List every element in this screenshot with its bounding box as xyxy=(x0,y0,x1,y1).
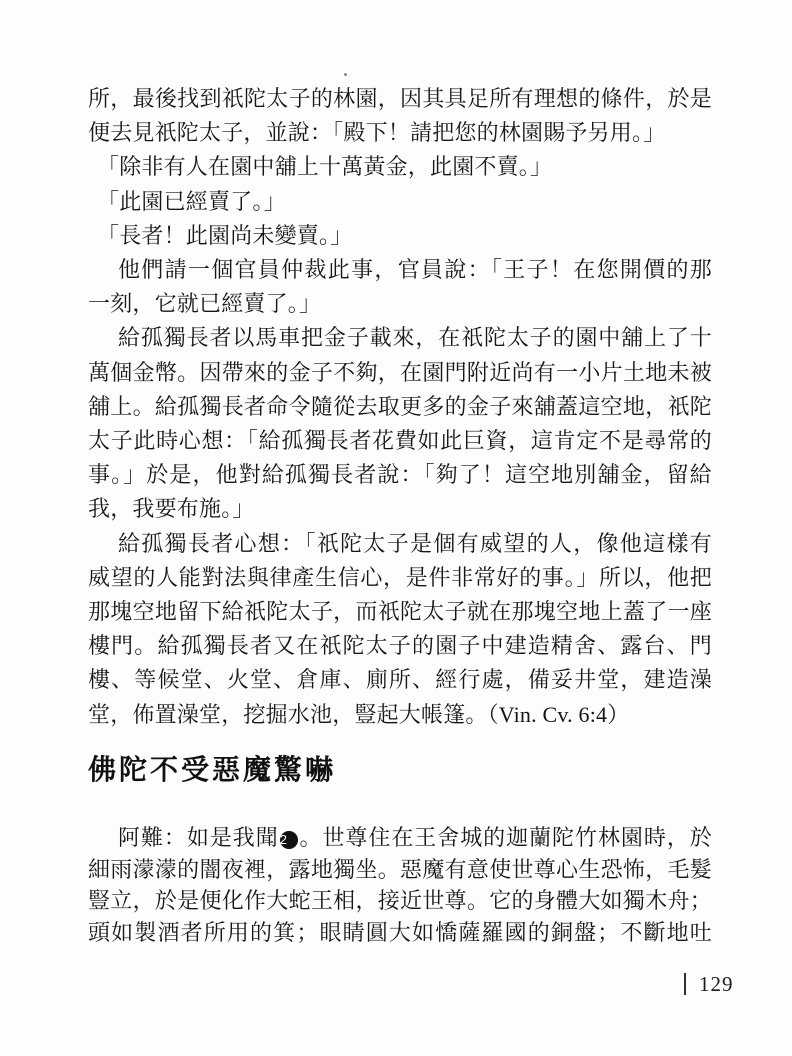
text-segment: 。世尊住在王舍城的迦蘭陀竹林園時，於 xyxy=(298,825,712,850)
text-segment: 阿難：如是我聞 xyxy=(118,825,279,850)
text-line: 頭如製酒者所用的箕；眼睛圓大如憍薩羅國的銅盤；不斷地吐 xyxy=(88,919,712,945)
footnote-marker-icon: 2 xyxy=(280,831,298,849)
text-line: 給孤獨長者以馬車把金子載來，在祇陀太子的園中舖上了十 xyxy=(118,325,712,351)
body-text-block xyxy=(88,82,712,732)
text-line: 給孤獨長者心想：「祇陀太子是個有威望的人，像他這樣有 xyxy=(118,530,712,556)
text-line: 細雨濛濛的闇夜裡，露地獨坐。惡魔有意使世尊心生恐怖，毛髮 xyxy=(88,856,712,882)
text-line: 所，最後找到祇陀太子的林園，因其具足所有理想的條件，於是 xyxy=(88,86,712,111)
text-line: 豎立，於是便化作大蛇王相，接近世尊。它的身體大如獨木舟； xyxy=(88,888,712,914)
page-number: 129 xyxy=(699,971,734,996)
text-line: 萬個金幣。因帶來的金子不夠，在園門附近尚有一小片土地未被 xyxy=(88,359,712,385)
text-line-with-footnote xyxy=(88,822,712,854)
text-line: 事。」於是，他對給孤獨長者說：「夠了！這空地別舖金，留給 xyxy=(88,462,712,488)
text-line-dialogue: 「除非有人在園中舖上十萬黃金，此園不賣。」 xyxy=(97,154,553,180)
text-line-dialogue: 「長者！此園尚未變賣。」 xyxy=(97,222,353,248)
section-heading: 佛陀不受惡魔驚嚇 xyxy=(88,755,337,786)
scan-speck xyxy=(344,73,347,76)
page-footer xyxy=(684,971,734,997)
text-line: 那塊空地留下給祇陀太子，而祇陀太子就在那塊空地上蓋了一座 xyxy=(88,599,712,625)
text-line: 太子此時心想：「給孤獨長者花費如此巨資，這肯定不是尋常的 xyxy=(88,428,712,454)
text-line: 威望的人能對法與律產生信心，是件非常好的事。」所以，他把 xyxy=(88,564,712,590)
text-line: 便去見祇陀太子，並說：「殿下！請把您的林園賜予另用。」 xyxy=(88,120,666,146)
text-line: 他們請一個官員仲裁此事，官員說：「王子！在您開價的那 xyxy=(118,257,712,283)
text-line: 舖上。給孤獨長者命令隨從去取更多的金子來舖蓋這空地，祇陀 xyxy=(88,393,712,419)
text-line-dialogue: 「此園已經賣了。」 xyxy=(97,188,286,214)
text-line: 樓、等候堂、火堂、倉庫、廁所、經行處，備妥井堂，建造澡 xyxy=(88,667,712,693)
text-line: 我，我要布施。」 xyxy=(88,496,255,522)
text-line-citation: 堂，佈置澡堂，挖掘水池，豎起大帳篷。（Vin. Cv. 6:4） xyxy=(88,701,630,727)
text-line: 樓門。給孤獨長者又在祇陀太子的園子中建造精舍、露台、門 xyxy=(88,633,712,659)
second-text-block xyxy=(88,822,712,948)
text-line: 一刻，它就已經賣了。」 xyxy=(88,291,322,317)
folio-divider xyxy=(684,973,686,995)
